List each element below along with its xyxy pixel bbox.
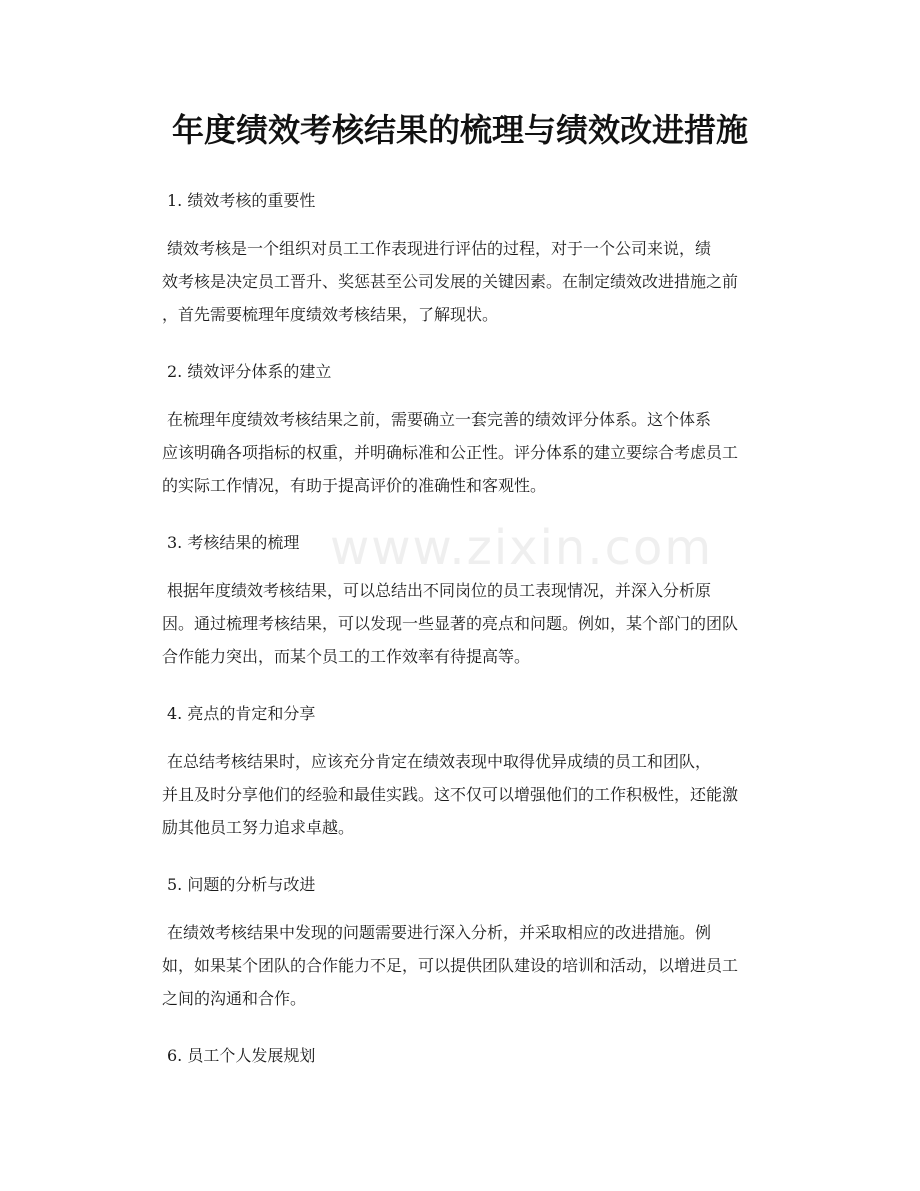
line-text: 绩效考核是一个组织对员工工作表现进行评估的过程，对于一个公司来说，绩 <box>167 239 712 258</box>
paragraph-line: 并且及时分享他们的经验和最佳实践。这不仅可以增强他们的工作积极性，还能激 <box>162 785 739 804</box>
paragraph-line: 合作能力突出，而某个员工的工作效率有待提高等。 <box>162 647 531 666</box>
paragraph-line: 之间的沟通和合作。 <box>162 989 307 1008</box>
section-heading-6: 6. 员工个人发展规划 <box>167 1046 316 1065</box>
section-paragraph-1 <box>162 232 787 331</box>
paragraph-line <box>167 232 787 265</box>
section-paragraph-3 <box>162 574 787 673</box>
document-title: 年度绩效考核结果的梳理与绩效改进措施 <box>171 111 748 149</box>
section-paragraph-4 <box>162 745 787 844</box>
paragraph-line: 因。通过梳理考核结果，可以发现一些显著的亮点和问题。例如，某个部门的团队 <box>162 614 739 633</box>
paragraph-line: 励其他员工努力追求卓越。 <box>162 818 355 837</box>
section-heading-1: 1. 绩效考核的重要性 <box>167 191 316 210</box>
paragraph-line: 的实际工作情况，有助于提高评价的准确性和客观性。 <box>162 476 547 495</box>
paragraph-line: 根据年度绩效考核结果，可以总结出不同岗位的员工表现情况，并深入分析原 <box>167 581 712 600</box>
paragraph-line: 如，如果某个团队的合作能力不足，可以提供团队建设的培训和活动，以增进员工 <box>162 956 739 975</box>
paragraph-line: 在梳理年度绩效考核结果之前，需要确立一套完善的绩效评分体系。这个体系 <box>167 410 712 429</box>
section-paragraph-2 <box>162 403 787 502</box>
paragraph-line: 效考核是决定员工晋升、奖惩甚至公司发展的关键因素。在制定绩效改进措施之前 <box>162 272 739 291</box>
watermark: www.zixin.com <box>330 520 714 576</box>
paragraph-line: 应该明确各项指标的权重，并明确标准和公正性。评分体系的建立要综合考虑员工 <box>162 443 739 462</box>
paragraph-line: ，首先需要梳理年度绩效考核结果，了解现状。 <box>162 305 499 324</box>
paragraph-line: 在绩效考核结果中发现的问题需要进行深入分析，并采取相应的改进措施。例 <box>167 923 712 942</box>
section-paragraph-5 <box>162 916 787 1015</box>
section-heading-2: 2. 绩效评分体系的建立 <box>167 362 332 381</box>
paragraph-line: 在总结考核结果时，应该充分肯定在绩效表现中取得优异成绩的员工和团队， <box>167 752 712 771</box>
section-heading-5: 5. 问题的分析与改进 <box>167 875 316 894</box>
section-heading-4: 4. 亮点的肯定和分享 <box>167 704 316 723</box>
section-heading-3: 3. 考核结果的梳理 <box>167 533 300 552</box>
